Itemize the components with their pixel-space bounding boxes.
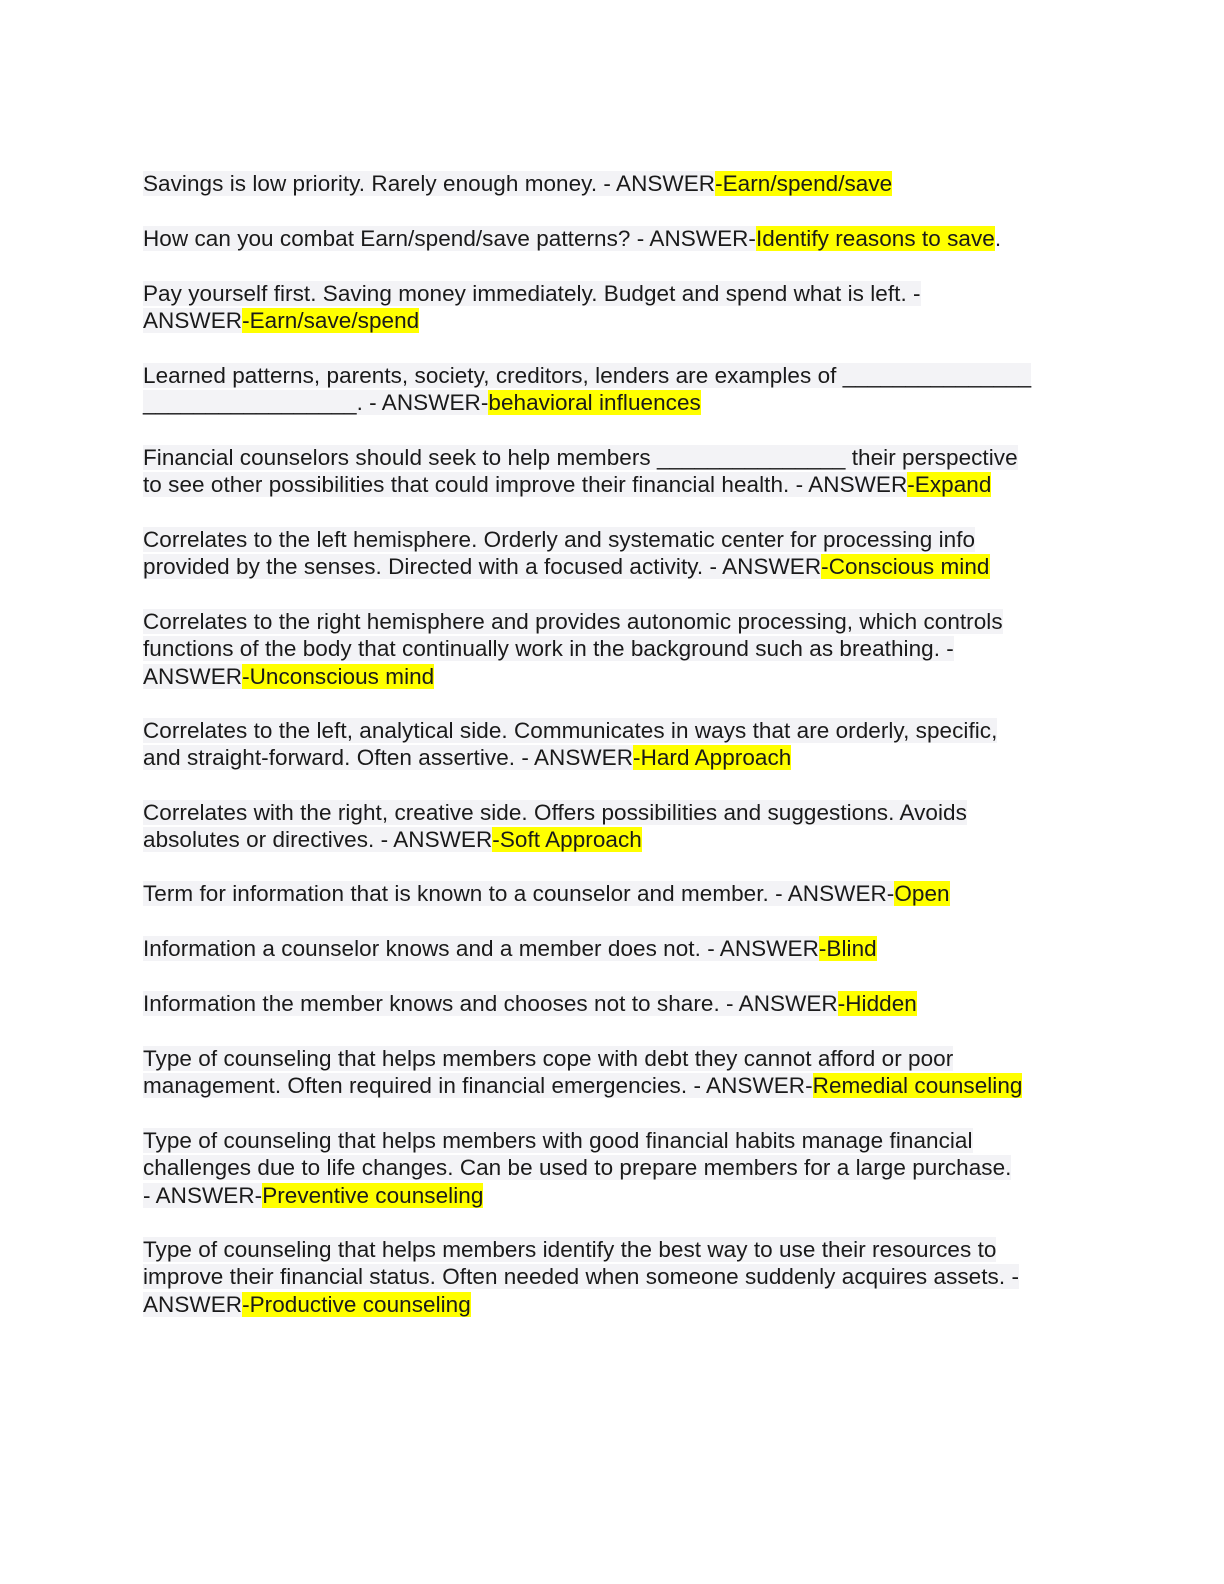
question-line: improve their financial status. Often needed when someone suddenly acquires assets. -	[143, 1264, 1019, 1290]
answer-highlight: -Earn/spend/save	[715, 171, 893, 196]
answer-highlight: Identify reasons to save	[755, 226, 995, 251]
qa-item-11	[143, 935, 1078, 962]
question-line: to see other possibilities that could improve their financial health. - ANSWER	[143, 472, 908, 498]
answer-highlight: -Expand	[907, 472, 992, 498]
answer-highlight: -Blind	[818, 936, 877, 961]
answer-highlight: -Unconscious mind	[242, 663, 435, 689]
answer-highlight: -Earn/save/spend	[242, 308, 420, 334]
qa-item-4	[143, 362, 1078, 417]
question-line: ANSWER	[143, 1291, 243, 1317]
question-line: _________________. - ANSWER-	[143, 390, 489, 416]
question-line: Correlates with the right, creative side. Offers possibilities and suggestions. Avoids	[143, 800, 967, 825]
question-line: Type of counseling that helps members identify the best way to use their resources to	[143, 1237, 997, 1262]
question-line: Financial counselors should seek to help members _______________ their perspective	[143, 445, 1018, 470]
qa-item-13	[143, 1045, 1078, 1100]
question-line: functions of the body that continually work in the background such as breathing. -	[143, 636, 954, 662]
qa-item-7	[143, 608, 1078, 690]
qa-item-9	[143, 799, 1078, 854]
answer-highlight: -Hard Approach	[633, 745, 792, 771]
qa-item-5	[143, 444, 1078, 499]
question-line: ANSWER	[143, 663, 243, 689]
answer-tail: .	[994, 226, 1002, 251]
answer-highlight: -Productive counseling	[242, 1291, 471, 1317]
qa-item-14	[143, 1127, 1078, 1209]
qa-item-12	[143, 990, 1078, 1017]
qa-item-10	[143, 880, 1078, 907]
question-line: Savings is low priority. Rarely enough money. - ANSWER	[143, 171, 716, 196]
answer-highlight: Preventive counseling	[262, 1182, 484, 1208]
question-line: Correlates to the left hemisphere. Orderly and systematic center for processing info	[143, 527, 976, 552]
question-line: ANSWER	[143, 308, 243, 334]
question-line: provided by the senses. Directed with a focused activity. - ANSWER	[143, 554, 822, 580]
qa-item-2	[143, 225, 1078, 252]
answer-highlight: Open	[894, 881, 950, 906]
answer-highlight: -Soft Approach	[492, 827, 642, 853]
question-line: Term for information that is known to a counselor and member. - ANSWER-	[143, 881, 895, 906]
question-line: challenges due to life changes. Can be used to prepare members for a large purchase.	[143, 1155, 1012, 1181]
qa-item-8	[143, 717, 1078, 772]
qa-item-1	[143, 170, 1078, 197]
question-line: Correlates to the left, analytical side. Communicates in ways that are orderly, specific,	[143, 718, 998, 743]
qa-item-6	[143, 526, 1078, 581]
question-line: Learned patterns, parents, society, creditors, lenders are examples of _______________	[143, 363, 1032, 388]
question-line: How can you combat Earn/spend/save patterns? - ANSWER-	[143, 226, 756, 251]
answer-highlight: behavioral influences	[488, 390, 701, 416]
question-line: - ANSWER-	[143, 1182, 263, 1208]
question-line: Information a counselor knows and a member does not. - ANSWER	[143, 936, 819, 961]
answer-highlight: -Hidden	[837, 991, 917, 1016]
question-line: absolutes or directives. - ANSWER	[143, 827, 493, 853]
question-line: Information the member knows and chooses not to share. - ANSWER	[143, 991, 838, 1016]
qa-item-3	[143, 280, 1078, 335]
question-line: Type of counseling that helps members cope with debt they cannot afford or poor	[143, 1046, 954, 1071]
answer-highlight: -Conscious mind	[821, 554, 990, 580]
question-line: and straight-forward. Often assertive. - ANSWER	[143, 745, 634, 771]
question-line: Correlates to the right hemisphere and provides autonomic processing, which controls	[143, 609, 1003, 634]
question-line: management. Often required in financial emergencies. - ANSWER-	[143, 1073, 813, 1099]
question-line: Type of counseling that helps members with good financial habits manage financial	[143, 1128, 973, 1153]
answer-highlight: Remedial counseling	[812, 1073, 1023, 1099]
question-line: Pay yourself first. Saving money immediately. Budget and spend what is left. -	[143, 281, 921, 306]
qa-item-15	[143, 1236, 1078, 1318]
